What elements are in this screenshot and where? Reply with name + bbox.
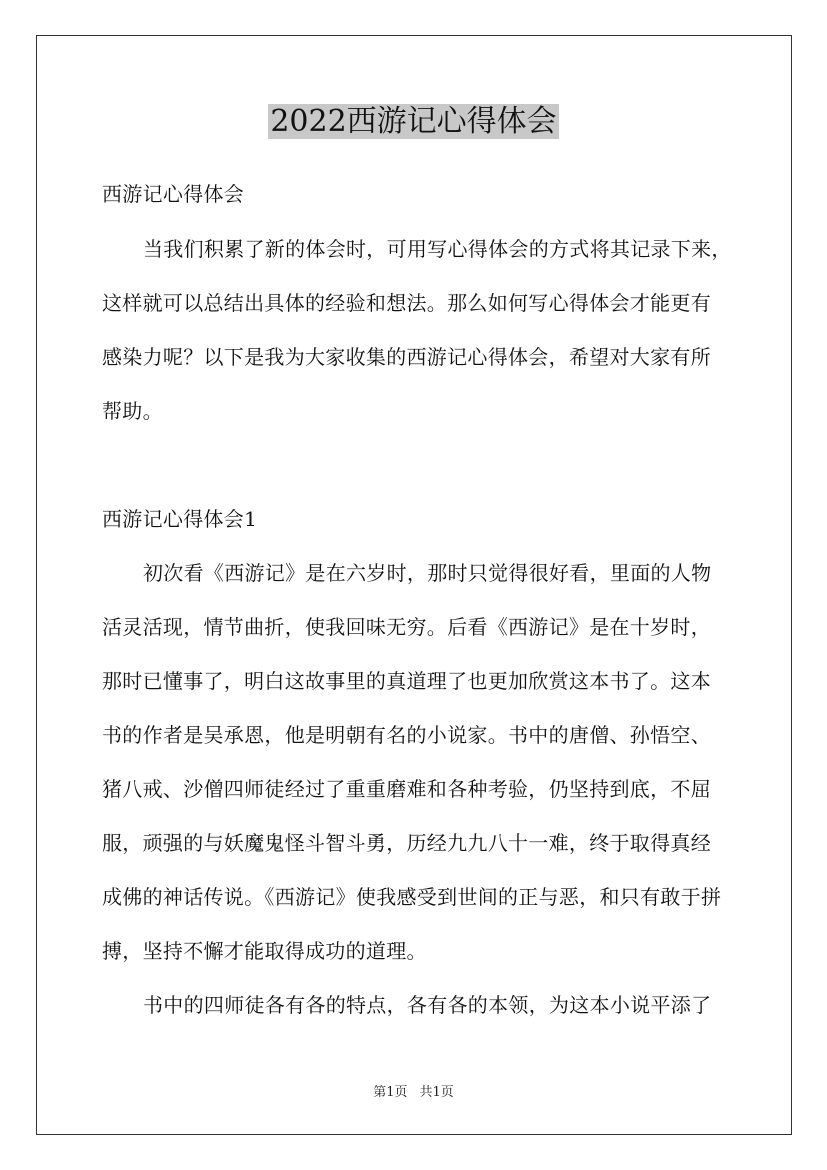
part1-line-1: 初次看《西游记》是在六岁时，那时只觉得很好看，里面的人物 <box>143 561 712 585</box>
intro-line-3: 感染力呢？以下是我为大家收集的西游记心得体会，希望对大家有所 <box>102 345 711 369</box>
part1-heading: 西游记心得体会1 <box>102 507 258 531</box>
page-number-current: 第1页 <box>373 1085 408 1100</box>
section-heading: 西游记心得体会 <box>102 182 245 206</box>
intro-line-2: 这样就可以总结出具体的经验和想法。那么如何写心得体会才能更有 <box>102 291 711 315</box>
part1-line-2: 活灵活现，情节曲折，使我回味无穷。后看《西游记》是在十岁时， <box>102 615 711 639</box>
part1-line-8: 搏，坚持不懈才能取得成功的道理。 <box>102 939 427 963</box>
intro-line-1: 当我们积累了新的体会时，可用写心得体会的方式将其记录下来， <box>143 237 732 261</box>
part1-line-6: 服，顽强的与妖魔鬼怪斗智斗勇，历经九九八十一难，终于取得真经 <box>102 831 711 855</box>
page-footer <box>0 1084 827 1102</box>
part1-line-5: 猪八戒、沙僧四师徒经过了重重磨难和各种考验，仍坚持到底，不屈 <box>102 777 711 801</box>
intro-line-4: 帮助。 <box>102 399 163 423</box>
part1-line-7: 成佛的神话传说。《西游记》使我感受到世间的正与恶，和只有敢于拼 <box>102 885 722 909</box>
part1-line-4: 书的作者是吴承恩，他是明朝有名的小说家。书中的唐僧、孙悟空、 <box>102 723 711 747</box>
part1-line-3: 那时已懂事了，明白这故事里的真道理了也更加欣赏这本书了。这本 <box>102 669 711 693</box>
part1-next-paragraph-line: 书中的四师徒各有各的特点，各有各的本领，为这本小说平添了 <box>143 993 712 1017</box>
document-title <box>0 102 827 142</box>
document-title-text: 2022西游记心得体会 <box>270 104 557 139</box>
page-number-total: 共1页 <box>419 1085 454 1100</box>
